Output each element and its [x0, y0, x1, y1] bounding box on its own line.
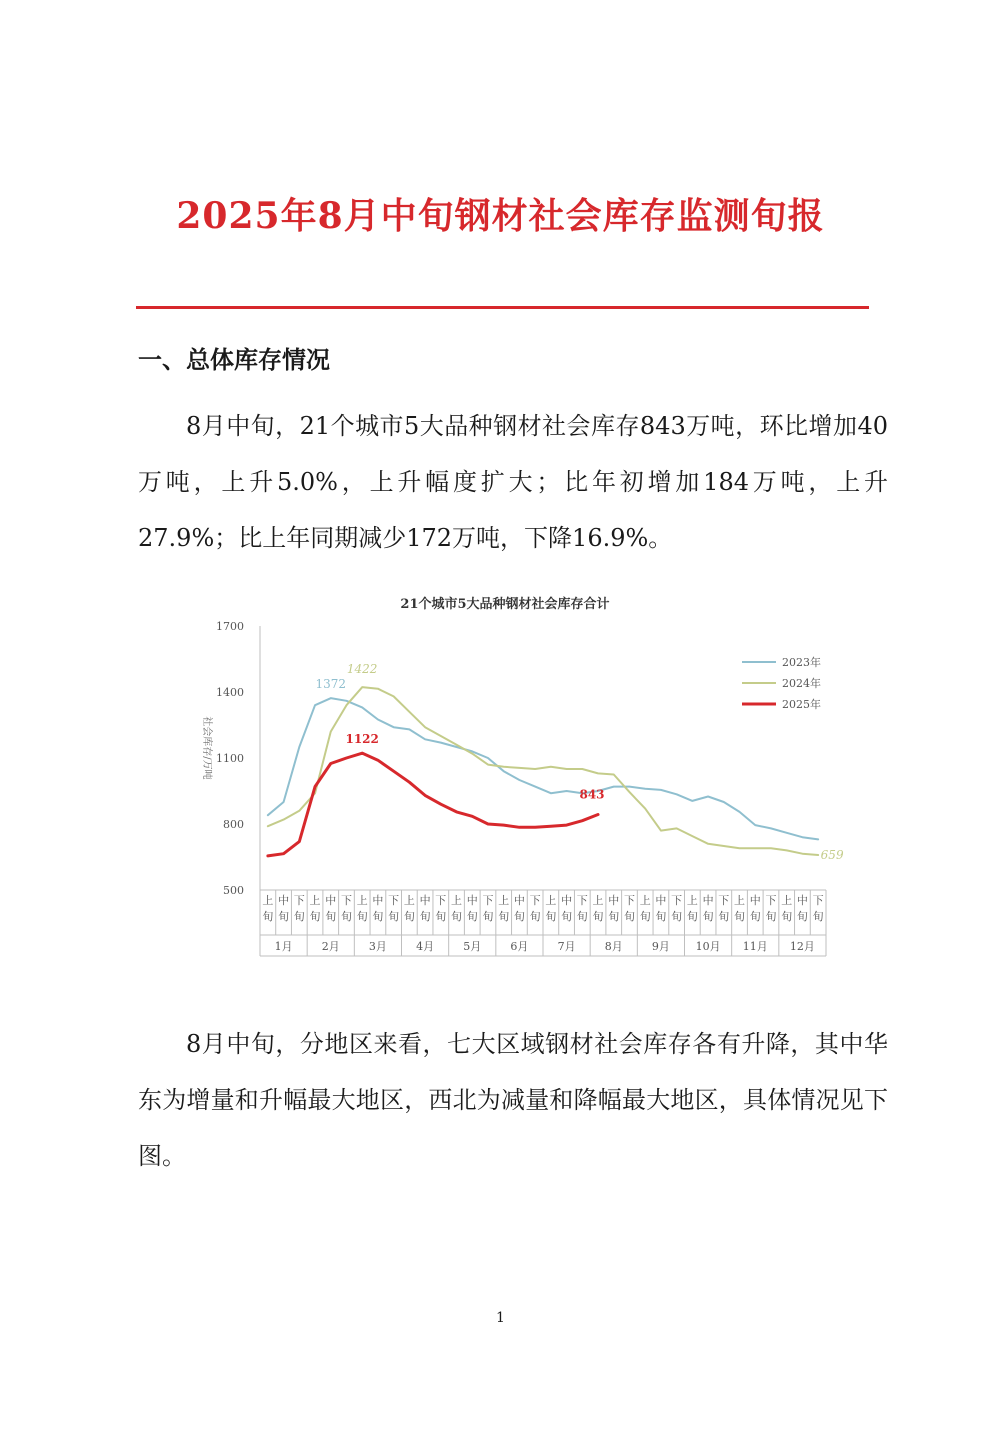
x-tick-label: 上 — [545, 894, 557, 907]
x-tick-label: 旬 — [686, 910, 698, 923]
legend-label: 2024年 — [782, 677, 821, 690]
x-tick-label: 下 — [529, 894, 541, 907]
y-tick-label: 800 — [223, 818, 244, 831]
x-tick-label: 旬 — [592, 910, 604, 923]
paragraph-regional — [138, 1016, 888, 1184]
x-tick-label: 旬 — [749, 910, 761, 923]
data-label: 659 — [820, 848, 844, 863]
x-tick-label: 下 — [482, 894, 494, 907]
x-tick-label: 上 — [781, 894, 793, 907]
section-heading-overall: 一、总体库存情况 — [138, 345, 330, 374]
page-number: 1 — [496, 1310, 505, 1326]
x-tick-label: 下 — [812, 894, 824, 907]
x-tick-label: 旬 — [796, 910, 808, 923]
x-tick-label: 下 — [576, 894, 588, 907]
x-tick-label: 旬 — [545, 910, 557, 923]
x-tick-label: 旬 — [734, 910, 746, 923]
x-tick-label: 旬 — [639, 910, 651, 923]
y-tick-label: 1700 — [216, 620, 244, 633]
x-month-label: 12月 — [789, 940, 815, 953]
y-tick-label: 1400 — [216, 686, 244, 699]
legend-label: 2025年 — [782, 698, 821, 711]
x-month-label: 4月 — [416, 940, 435, 953]
x-month-label: 2月 — [321, 940, 340, 953]
x-tick-label: 旬 — [482, 910, 494, 923]
x-tick-label: 旬 — [513, 910, 525, 923]
x-tick-label: 旬 — [325, 910, 337, 923]
x-tick-label: 下 — [435, 894, 447, 907]
x-tick-label: 下 — [293, 894, 305, 907]
x-tick-label: 旬 — [388, 910, 400, 923]
paragraph-1-text: 8月中旬，21个城市5大品种钢材社会库存843万吨，环比增加40万吨，上升5.0%，上升幅度扩大；比年初增加184万吨，上升27.9%；比上年同期减少172万吨，下降16.9%。 — [138, 412, 888, 552]
x-tick-label: 旬 — [623, 910, 635, 923]
data-label: 843 — [579, 787, 605, 802]
x-tick-label: 中 — [513, 894, 525, 907]
x-tick-label: 中 — [561, 894, 573, 907]
x-month-label: 3月 — [368, 940, 387, 953]
chart-title: 21个城市5大品种钢材社会库存合计 — [400, 597, 610, 612]
x-tick-label: 旬 — [419, 910, 431, 923]
x-tick-label: 旬 — [498, 910, 510, 923]
x-tick-label: 旬 — [262, 910, 274, 923]
data-label: 1372 — [315, 677, 347, 692]
x-tick-label: 旬 — [655, 910, 667, 923]
x-tick-label: 上 — [686, 894, 698, 907]
paragraph-overall-inventory — [138, 398, 888, 566]
series-line — [268, 753, 598, 856]
x-tick-label: 下 — [765, 894, 777, 907]
x-tick-label: 上 — [498, 894, 510, 907]
x-month-label: 5月 — [463, 940, 482, 953]
x-tick-label: 中 — [372, 894, 384, 907]
x-tick-label: 中 — [749, 894, 761, 907]
x-tick-label: 旬 — [356, 910, 368, 923]
x-month-label: 7月 — [557, 940, 576, 953]
x-tick-label: 中 — [278, 894, 290, 907]
x-tick-label: 上 — [734, 894, 746, 907]
title-divider — [136, 306, 869, 309]
x-tick-label: 旬 — [718, 910, 730, 923]
x-tick-label: 旬 — [765, 910, 777, 923]
x-tick-label: 下 — [671, 894, 683, 907]
x-month-label: 11月 — [742, 940, 768, 953]
x-tick-label: 上 — [592, 894, 604, 907]
x-tick-label: 下 — [718, 894, 730, 907]
x-tick-label: 旬 — [702, 910, 714, 923]
x-tick-label: 旬 — [340, 910, 352, 923]
x-tick-label: 上 — [403, 894, 415, 907]
y-axis-label: 社会库存/万吨 — [201, 716, 212, 780]
x-tick-label: 旬 — [309, 910, 321, 923]
y-tick-label: 500 — [223, 884, 244, 897]
x-tick-label: 中 — [608, 894, 620, 907]
x-tick-label: 中 — [796, 894, 808, 907]
data-label: 1422 — [346, 662, 378, 677]
series-line — [268, 687, 818, 855]
x-tick-label: 上 — [451, 894, 463, 907]
x-tick-label: 中 — [702, 894, 714, 907]
x-tick-label: 旬 — [671, 910, 683, 923]
data-label: 1122 — [345, 732, 379, 747]
x-month-label: 10月 — [695, 940, 721, 953]
x-tick-label: 中 — [325, 894, 337, 907]
x-tick-label: 上 — [309, 894, 321, 907]
x-tick-label: 旬 — [451, 910, 463, 923]
x-tick-label: 旬 — [812, 910, 824, 923]
legend-label: 2023年 — [782, 656, 821, 669]
x-month-label: 6月 — [510, 940, 529, 953]
x-tick-label: 旬 — [529, 910, 541, 923]
x-tick-label: 上 — [356, 894, 368, 907]
inventory-line-chart — [180, 588, 844, 953]
x-tick-label: 中 — [466, 894, 478, 907]
x-tick-label: 旬 — [293, 910, 305, 923]
x-tick-label: 旬 — [576, 910, 588, 923]
x-tick-label: 下 — [623, 894, 635, 907]
x-tick-label: 上 — [639, 894, 651, 907]
x-tick-label: 中 — [655, 894, 667, 907]
x-tick-label: 旬 — [403, 910, 415, 923]
y-tick-label: 1100 — [216, 752, 244, 765]
x-tick-label: 上 — [262, 894, 274, 907]
x-tick-label: 下 — [388, 894, 400, 907]
x-tick-label: 下 — [340, 894, 352, 907]
x-tick-label: 旬 — [781, 910, 793, 923]
chart-svg — [180, 588, 844, 953]
x-tick-label: 旬 — [466, 910, 478, 923]
x-tick-label: 旬 — [608, 910, 620, 923]
x-tick-label: 旬 — [372, 910, 384, 923]
x-tick-label: 旬 — [435, 910, 447, 923]
x-month-label: 8月 — [604, 940, 623, 953]
x-tick-label: 中 — [419, 894, 431, 907]
paragraph-2-text: 8月中旬，分地区来看，七大区域钢材社会库存各有升降，其中华东为增量和升幅最大地区，西北为减量和降幅最大地区，具体情况见下图。 — [138, 1030, 888, 1170]
report-title: 2025年8月中旬钢材社会库存监测旬报 — [176, 195, 825, 237]
x-tick-label: 旬 — [278, 910, 290, 923]
x-month-label: 9月 — [651, 940, 670, 953]
x-tick-label: 旬 — [561, 910, 573, 923]
x-month-label: 1月 — [274, 940, 293, 953]
